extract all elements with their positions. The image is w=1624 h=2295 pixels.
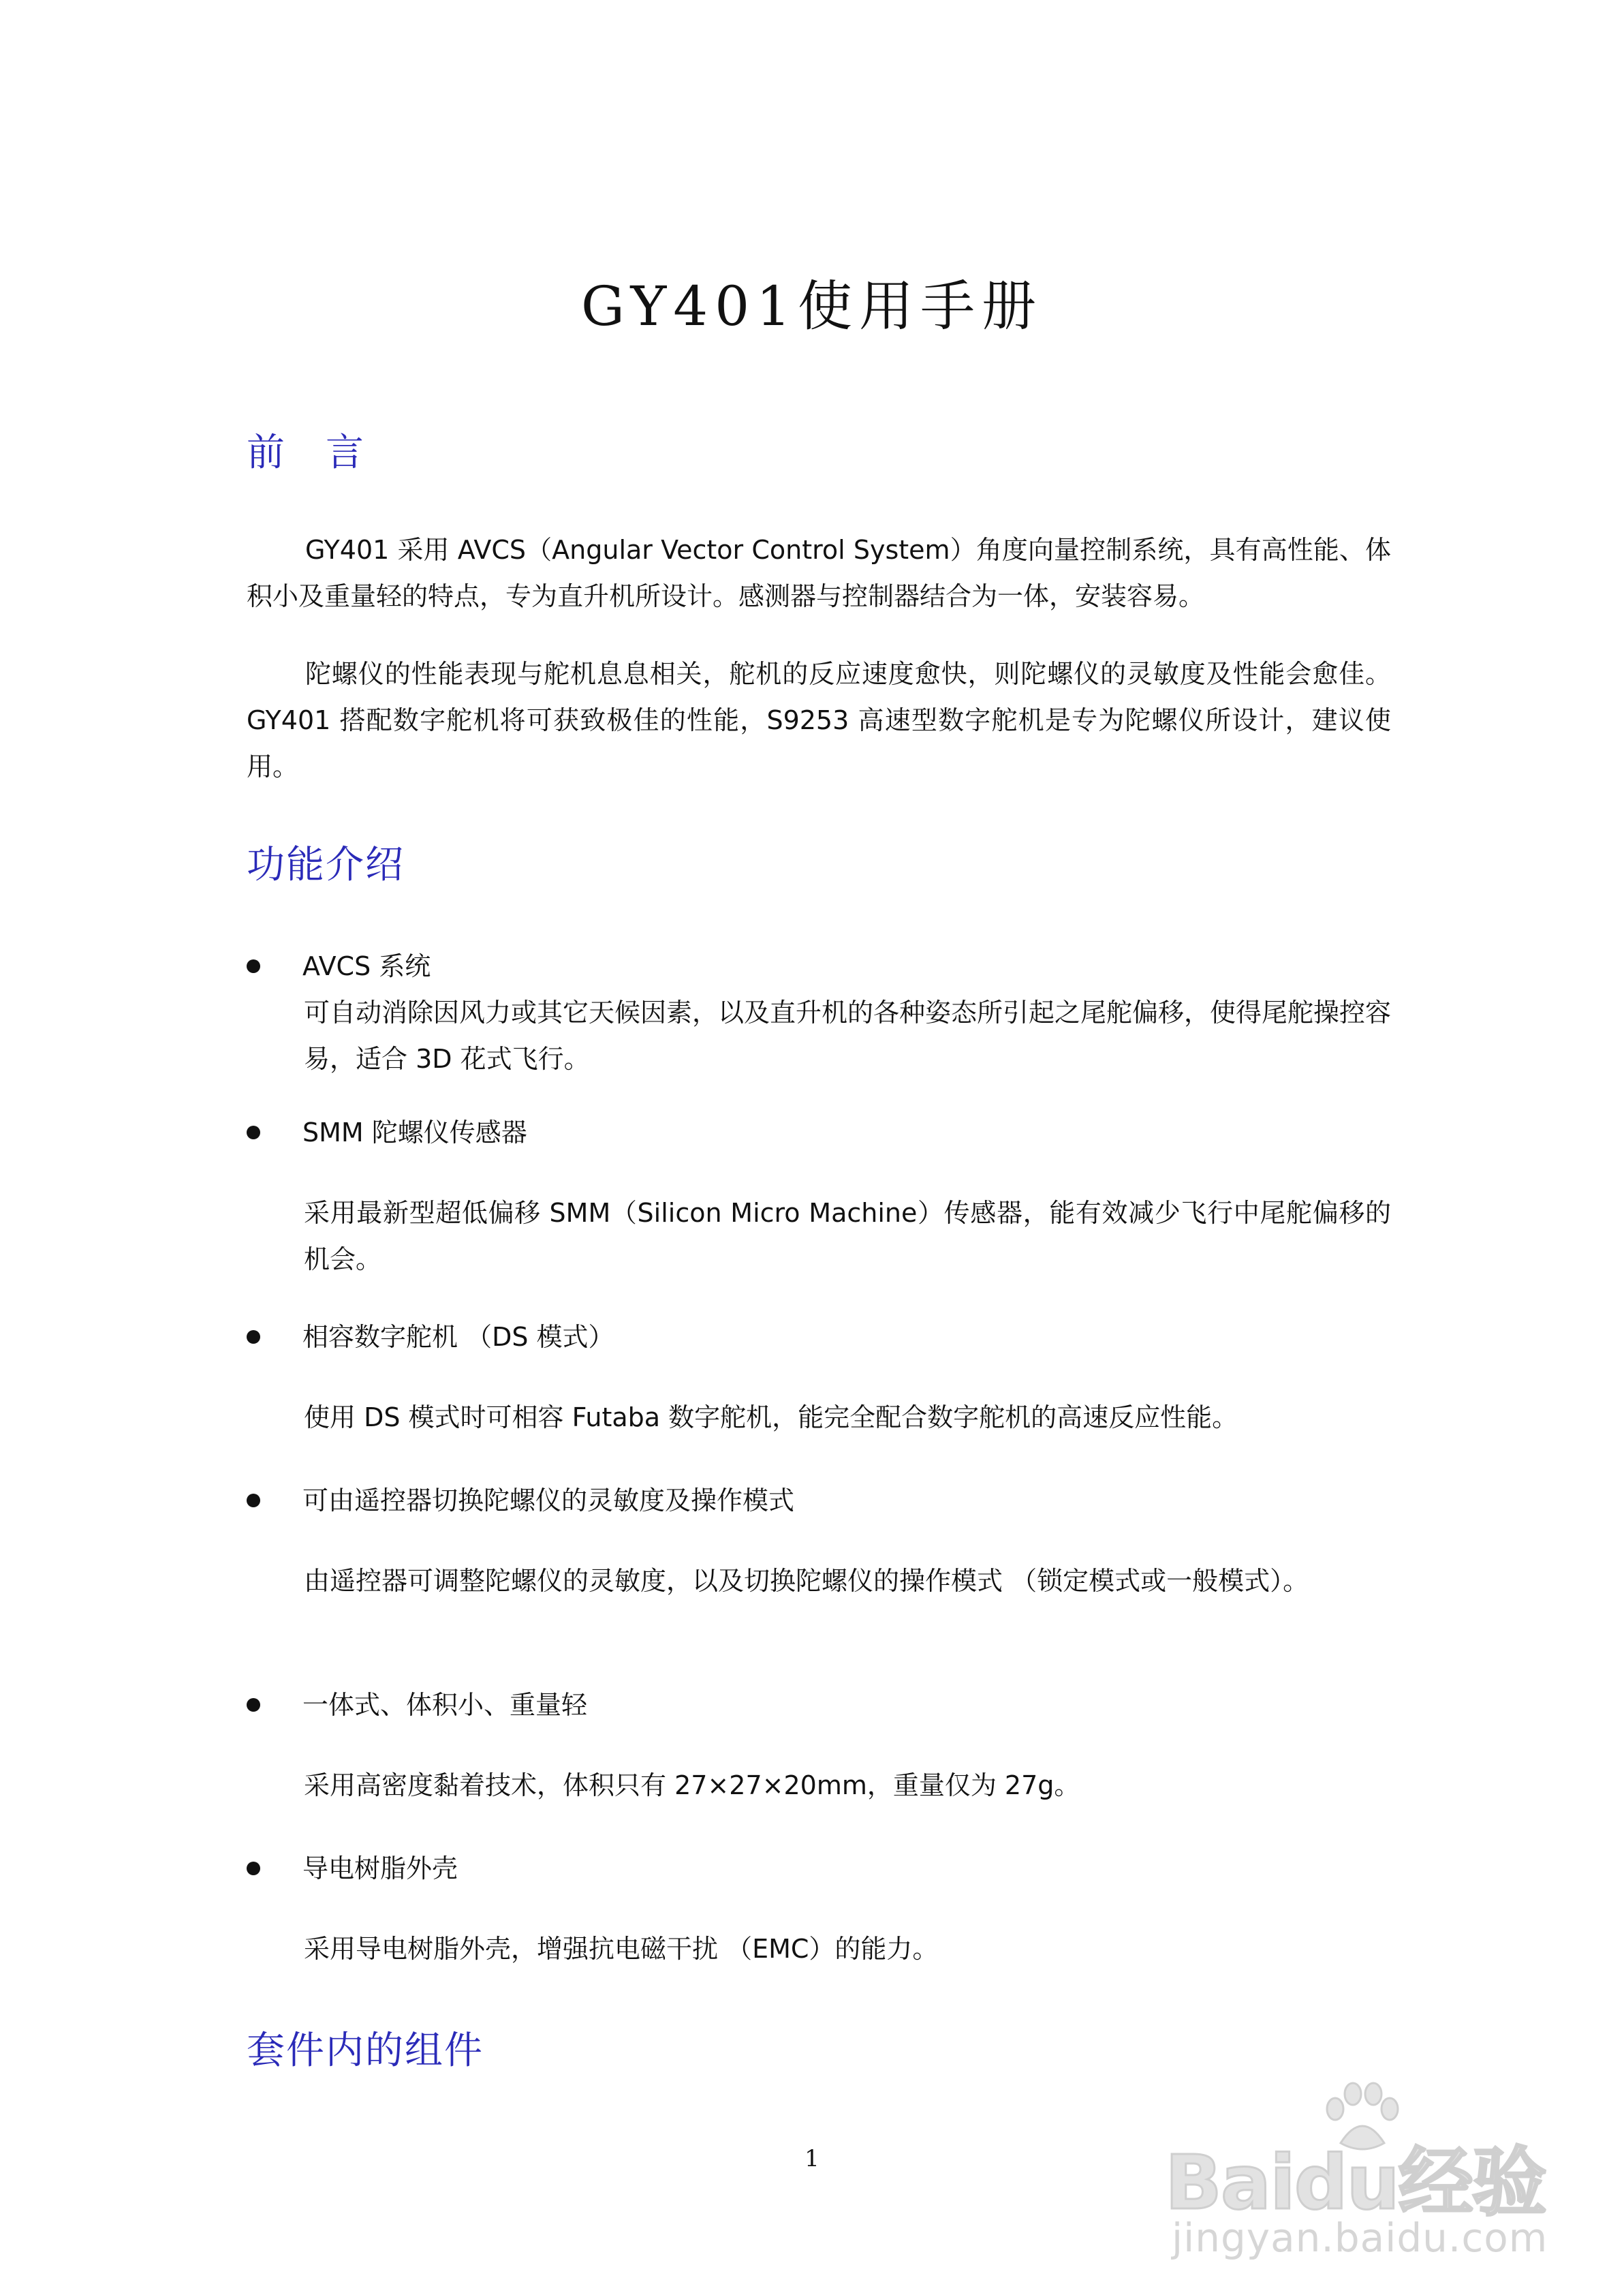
feature-item-body: 采用最新型超低偏移 SMM（Silicon Micro Machine）传感器，能有效减少飞行中尾舵偏移的机会。 [304, 1198, 1391, 1274]
feature-item-body: 可自动消除因风力或其它天候因素，以及直升机的各种姿态所引起之尾舵偏移，使得尾舵操控容易，适合 3D 花式飞行。 [304, 998, 1392, 1074]
feature-item-body: 由遥控器可调整陀螺仪的灵敏度，以及切换陀螺仪的操作模式 （锁定模式或一般模式）。 [304, 1566, 1309, 1596]
page-number: 1 [805, 2145, 819, 2172]
bullet-icon [247, 1330, 260, 1344]
section-heading-features: 功能介绍 [247, 843, 405, 887]
bullet-icon [247, 1494, 260, 1507]
feature-item-title: 可由遥控器切换陀螺仪的灵敏度及操作模式 [247, 1480, 794, 1521]
watermark-logo: Baidu经验 [1165, 2139, 1546, 2226]
feature-item-body: 使用 DS 模式时可相容 Futaba 数字舵机，能完全配合数字舵机的高速反应性能。 [304, 1402, 1238, 1432]
preface-paragraph-2: 陀螺仪的性能表现与舵机息息相关，舵机的反应速度愈快，则陀螺仪的灵敏度及性能会愈佳。GY401 搭配数字舵机将可获致极佳的性能，S9253 高速型数字舵机是专为陀螺仪所设计，建议使用。 [247, 659, 1391, 782]
page-title: GY401使用手册 [580, 275, 1043, 338]
feature-item-title: 相容数字舵机 （DS 模式） [247, 1316, 614, 1357]
bullet-icon [247, 1698, 260, 1712]
bullet-icon [247, 959, 260, 973]
feature-item-body: 采用导电树脂外壳，增强抗电磁干扰 （EMC）的能力。 [304, 1934, 939, 1964]
feature-item-title: SMM 陀螺仪传感器 [247, 1112, 527, 1153]
feature-item-body: 采用高密度黏着技术，体积只有 27×27×20mm，重量仅为 27g。 [304, 1770, 1080, 1800]
bullet-icon [247, 1862, 260, 1875]
feature-item-title: AVCS 系统 [247, 946, 431, 987]
bullet-icon [247, 1126, 260, 1139]
feature-item-title: 一体式、体积小、重量轻 [247, 1684, 587, 1725]
section-heading-kit: 套件内的组件 [247, 2029, 484, 2073]
preface-paragraph-1: GY401 采用 AVCS（Angular Vector Control System）角度向量控制系统，具有高性能、体积小及重量轻的特点，专为直升机所设计。感测器与控制器结合为一体，安装容易。 [247, 535, 1391, 611]
feature-item-title: 导电树脂外壳 [247, 1848, 458, 1889]
baidu-watermark [1151, 2082, 1546, 2279]
section-heading-preface: 前言 [247, 431, 405, 475]
watermark-url: jingyan.baidu.com [1172, 2215, 1548, 2261]
